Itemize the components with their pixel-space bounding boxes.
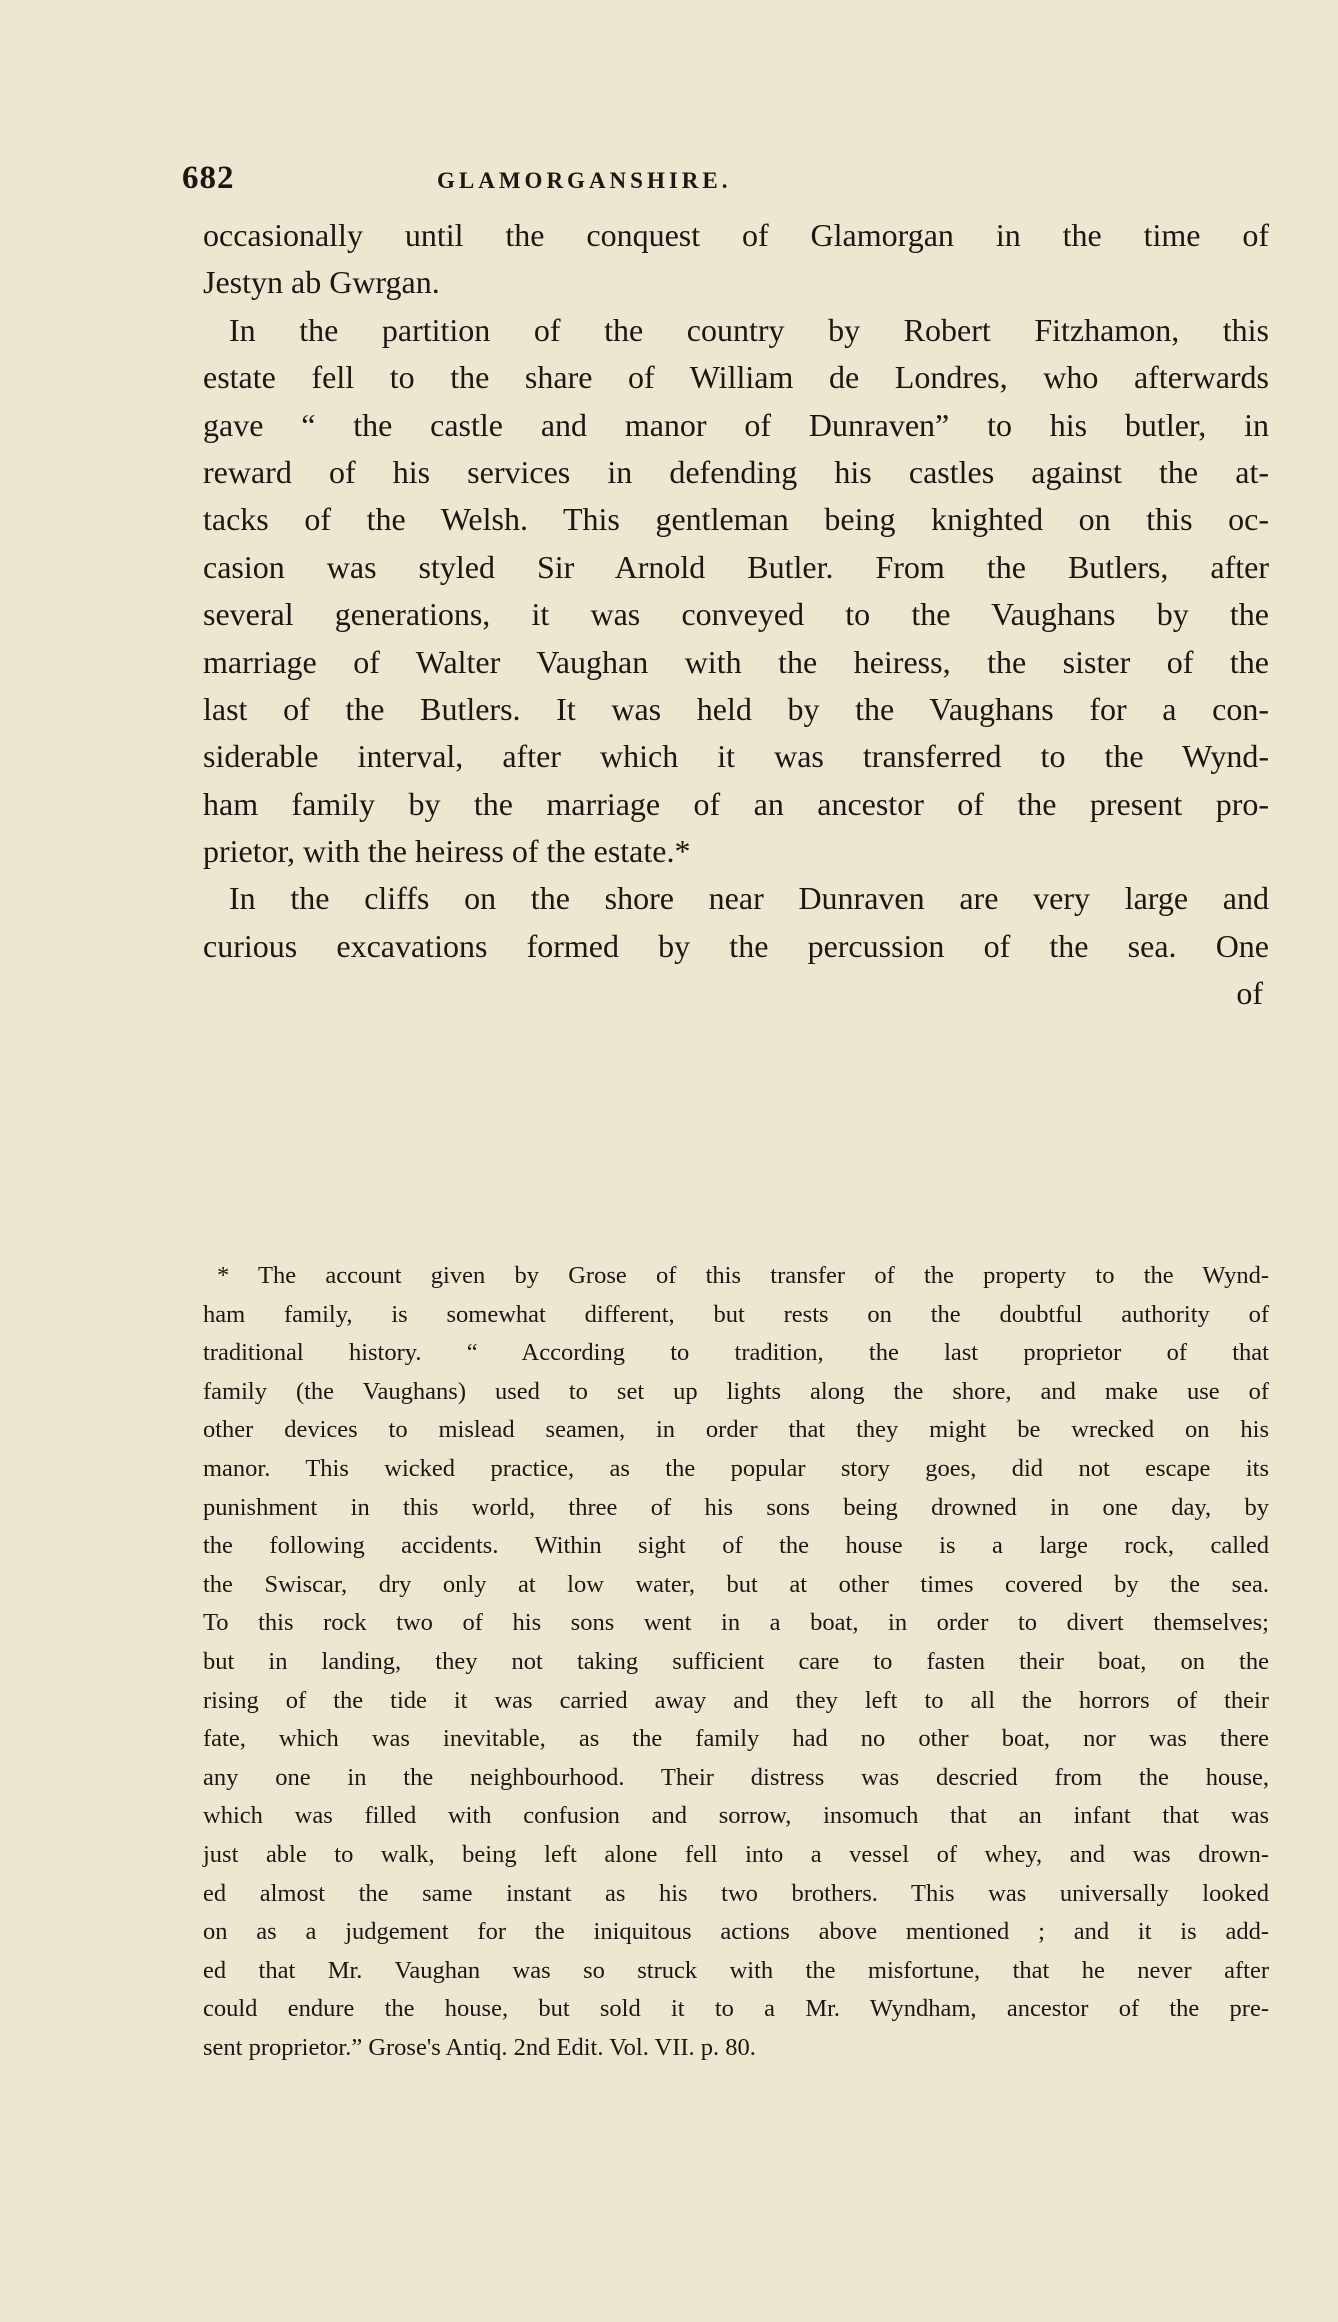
running-head: GLAMORGANSHIRE. — [437, 168, 732, 193]
footnote-line: ed that Mr. Vaughan was so struck with the misfortune, that he never after — [203, 1956, 1269, 1984]
footnote-line: family (the Vaughans) used to set up lights along the shore, and make use of — [203, 1377, 1269, 1405]
footnote-line: just able to walk, being left alone fell into a vessel of whey, and was drown- — [203, 1840, 1269, 1868]
footnote-line: punishment in this world, three of his sons being drowned in one day, by — [203, 1493, 1269, 1521]
text-line: ham family by the marriage of an ancestor of the present pro- — [203, 785, 1269, 822]
text-line: last of the Butlers. It was held by the Vaughans for a con- — [203, 690, 1269, 727]
text-line: reward of his services in defending his castles against the at- — [203, 453, 1269, 490]
page-number: 682 — [182, 160, 235, 196]
footnote-line: the following accidents. Within sight of the house is a large rock, called — [203, 1532, 1269, 1560]
footnote-line: but in landing, they not taking sufficient care to fasten their boat, on the — [203, 1647, 1269, 1675]
text-line: several generations, it was conveyed to the Vaughans by the — [203, 596, 1269, 633]
footnote-line: could endure the house, but sold it to a Mr. Wyndham, ancestor of the pre- — [203, 1995, 1269, 2023]
footnote-line: ham family, is somewhat different, but rests on the doubtful authority of — [203, 1300, 1269, 1328]
text-line: gave “ the castle and manor of Dunraven” to his butler, in — [203, 406, 1269, 443]
footnote-line: on as a judgement for the iniquitous actions above mentioned ; and it is add- — [203, 1918, 1269, 1946]
text-line: estate fell to the share of William de Londres, who afterwards — [203, 359, 1269, 396]
footnote-line: manor. This wicked practice, as the popular story goes, did not escape its — [203, 1454, 1269, 1482]
catchword: of — [1236, 975, 1263, 1012]
footnote-line: any one in the neighbourhood. Their distress was descried from the house, — [203, 1763, 1269, 1791]
text-line: siderable interval, after which it was transferred to the Wynd- — [203, 738, 1269, 775]
text-line: Jestyn ab Gwrgan. — [203, 264, 440, 301]
footnote-line: traditional history. “ According to tradition, the last proprietor of that — [203, 1339, 1269, 1367]
text-line: occasionally until the conquest of Glamorgan in the time of — [203, 217, 1269, 253]
main-text — [203, 212, 1269, 1018]
footnote-line: sent proprietor.” Grose's Antiq. 2nd Edit. Vol. VII. p. 80. — [203, 2033, 756, 2061]
footnote-line: * The account given by Grose of this transfer of the property to the Wynd- — [217, 1262, 1269, 1289]
footnote-line: ed almost the same instant as his two brothers. This was universally looked — [203, 1879, 1269, 1907]
footnote-line: other devices to mislead seamen, in order that they might be wrecked on his — [203, 1416, 1269, 1444]
text-line: In the partition of the country by Robert Fitzhamon, this — [229, 311, 1269, 348]
text-line: curious excavations formed by the percussion of the sea. One — [203, 927, 1269, 964]
text-line: marriage of Walter Vaughan with the heiress, the sister of the — [203, 643, 1269, 680]
text-line: tacks of the Welsh. This gentleman being knighted on this oc- — [203, 501, 1269, 538]
text-line: In the cliffs on the shore near Dunraven are very large and — [229, 880, 1269, 917]
footnote-line: which was filled with confusion and sorrow, insomuch that an infant that was — [203, 1802, 1269, 1830]
footnote — [203, 1257, 1269, 2067]
footnote-line: To this rock two of his sons went in a boat, in order to divert themselves; — [203, 1609, 1269, 1637]
footnote-line: the Swiscar, dry only at low water, but at other times covered by the sea. — [203, 1570, 1269, 1598]
page-header — [182, 160, 1252, 200]
text-line: casion was styled Sir Arnold Butler. From the Butlers, after — [203, 548, 1269, 585]
footnote-line: fate, which was inevitable, as the family had no other boat, nor was there — [203, 1725, 1269, 1753]
text-line: prietor, with the heiress of the estate.* — [203, 833, 691, 870]
footnote-line: rising of the tide it was carried away and they left to all the horrors of their — [203, 1686, 1269, 1714]
